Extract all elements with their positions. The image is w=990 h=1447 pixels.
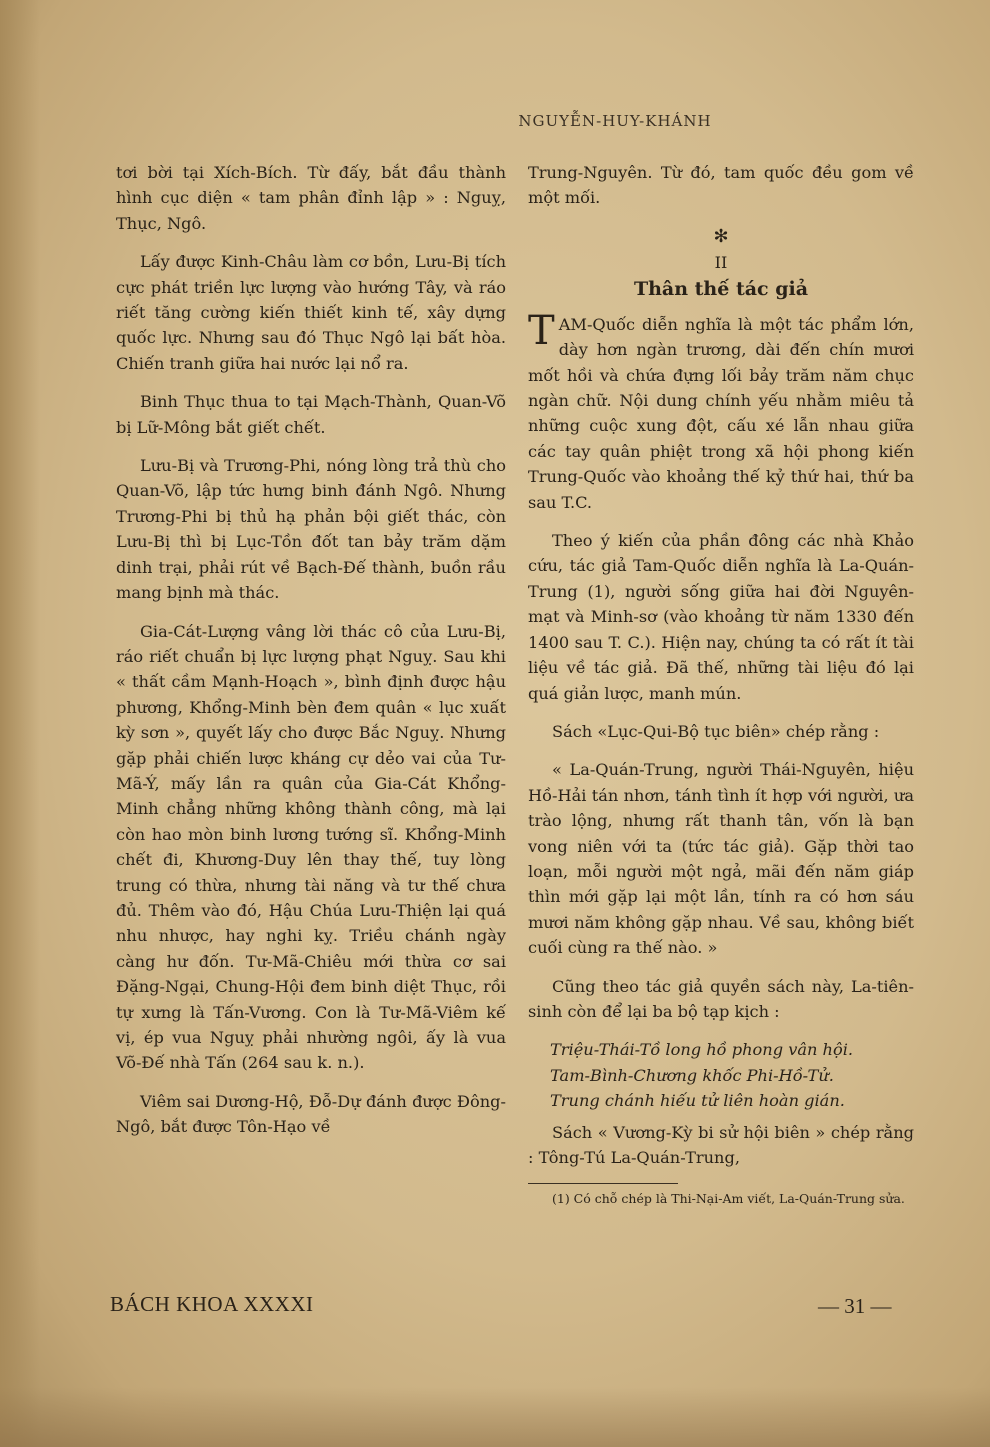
- play-title: Triệu-Thái-Tồ long hồ phong vân hội.: [550, 1040, 854, 1060]
- play-title: Trung chánh hiếu tử liên hoàn gián.: [550, 1091, 845, 1111]
- paragraph-text: AM-Quốc diễn nghĩa là một tác phẩm lớn, dày hơn ngàn trương, dài đến chín mươi mốt hồi và chứa đựng lối bảy trăm năm chục ngàn chữ. Nội dung chính yếu nhằm miêu tả những cuộc xung đột, cấu xé lẫn nhau giữa các tay quân phiệt trong xã hội phong kiến Trung-Quốc vào khoảng thế kỷ thứ hai, thứ ba sau T.C.: [528, 314, 914, 512]
- footer-magazine-title: BÁCH KHOA XXXXI: [110, 1292, 314, 1316]
- section-separator: ✻: [713, 225, 729, 247]
- footnote: (1) Có chỗ chép là Thi-Nại-Am viết, La-Quán-Trung sửa.: [552, 1191, 905, 1207]
- paragraph: Binh Thục thua to tại Mạch-Thành, Quan-Võ bị Lữ-Mông bắt giết chết.: [116, 392, 506, 437]
- paragraph: Gia-Cát-Lượng vâng lời thác cô của Lưu-Bị, ráo riết chuẩn bị lực lượng phạt Nguỵ. Sau khi « thất cầm Mạnh-Hoạch », bình định được hậu phương, Khổng-Minh bèn đem quân « lục xuất kỳ sơn », quyết lấy cho được Bắc Nguỵ. Nhưng gặp phải chiến lược kháng cự dẻo vai của Tư-Mã-Ý, mấy lần ra quân của Gia-Cát Khổng-Minh chẳng những không thành công, mà lại còn hao mòn binh lương tướng sĩ. Khổng-Minh chết đi, Khương-Duy lên thay thế, tuy lòng trung có thừa, nhưng tài năng và tư thế chưa đủ. Thêm vào đó, Hậu Chúa Lưu-Thiện lại quá nhu nhược, hay nghi kỵ. Triều chánh ngày càng hư đốn. Tư-Mã-Chiêu mới thừa cơ sai Đặng-Ngại, Chung-Hội đem binh diệt Thục, rồi tự xưng là Tấn-Vương. Con là Tư-Mã-Viêm kế vị, ép vua Nguỵ phải nhường ngôi, ấy là vua Võ-Đế nhà Tấn (264 sau k. n.).: [116, 621, 506, 1073]
- paragraph: Trung-Nguyên. Từ đó, tam quốc đều gom về một mối.: [528, 163, 914, 208]
- footer-page-number: — 31 —: [818, 1294, 892, 1318]
- left-column: [116, 160, 506, 1153]
- page-bottom-shadow: [0, 1387, 990, 1447]
- paragraph: Sách «Lục-Qui-Bộ tục biên» chép rằng :: [552, 721, 880, 741]
- drop-cap: T: [528, 307, 555, 354]
- section-number: II: [714, 252, 728, 272]
- paragraph: Lấy được Kinh-Châu làm cơ bồn, Lưu-Bị tích cực phát triền lực lượng vào hướng Tây, và ráo riết tăng cường kiến thiết kinh tế, xây dựng quốc lực. Nhưng sau đó Thục Ngô lại bất hòa. Chiến tranh giữa hai nước lại nổ ra.: [116, 252, 506, 373]
- section-first-paragraph: [528, 307, 914, 515]
- footnote-rule: [528, 1183, 678, 1184]
- paragraph: Theo ý kiến của phần đông các nhà Khảo cứu, tác giả Tam-Quốc diễn nghĩa là La-Quán-Trung (1), người sống giữa hai đời Nguyên-mạt và Minh-sơ (vào khoảng từ năm 1330 đến 1400 sau T. C.). Hiện nay, chúng ta có rất ít tài liệu về tác giả. Đã thế, những tài liệu đó lại quá giản lược, manh mún.: [528, 531, 914, 703]
- paragraph: tơi bời tại Xích-Bích. Từ đấy, bắt đầu thành hình cục diện « tam phân đỉnh lập » : Nguỵ, Thục, Ngô.: [116, 163, 506, 233]
- right-column: [528, 160, 914, 1220]
- paragraph: Lưu-Bị và Trương-Phi, nóng lòng trả thù cho Quan-Võ, lập tức hưng binh đánh Ngô. Nhưng Trương-Phi bị thủ hạ phản bội giết thác, còn Lưu-Bị thì bị Lục-Tồn đốt tan bảy trăm dặm dinh trại, phải rút về Bạch-Đế thành, buồn rầu mang bịnh mà thác.: [116, 456, 506, 603]
- running-head-author: NGUYỄN-HUY-KHÁNH: [518, 112, 712, 130]
- page-left-shadow: [0, 0, 40, 1447]
- section-title: Thân thế tác giả: [633, 277, 809, 300]
- quote-paragraph: « La-Quán-Trung, người Thái-Nguyên, hiệu Hồ-Hải tán nhơn, tánh tình ít hợp với người, ưa trào lộng, nhưng rất thanh tân, vốn là bạn vong niên với ta (tức tác giả). Gặp thời tao loạn, mỗi người một ngả, mãi đến năm giáp thìn mới gặp lại một lần, tính ra có hơn sáu mươi năm không gặp nhau. Về sau, không biết cuối cùng ra thế nào. »: [528, 760, 914, 958]
- paragraph: Viêm sai Dương-Hộ, Đỗ-Dự đánh được Đông-Ngô, bắt được Tôn-Hạo về: [116, 1091, 506, 1137]
- paragraph: Cũng theo tác giả quyền sách này, La-tiên-sinh còn để lại ba bộ tạp kịch :: [528, 976, 914, 1021]
- paragraph: Sách « Vương-Kỳ bi sử hội biên » chép rằng : Tông-Tú La-Quán-Trung,: [528, 1122, 914, 1167]
- play-title: Tam-Bình-Chương khốc Phi-Hồ-Tử.: [550, 1065, 834, 1085]
